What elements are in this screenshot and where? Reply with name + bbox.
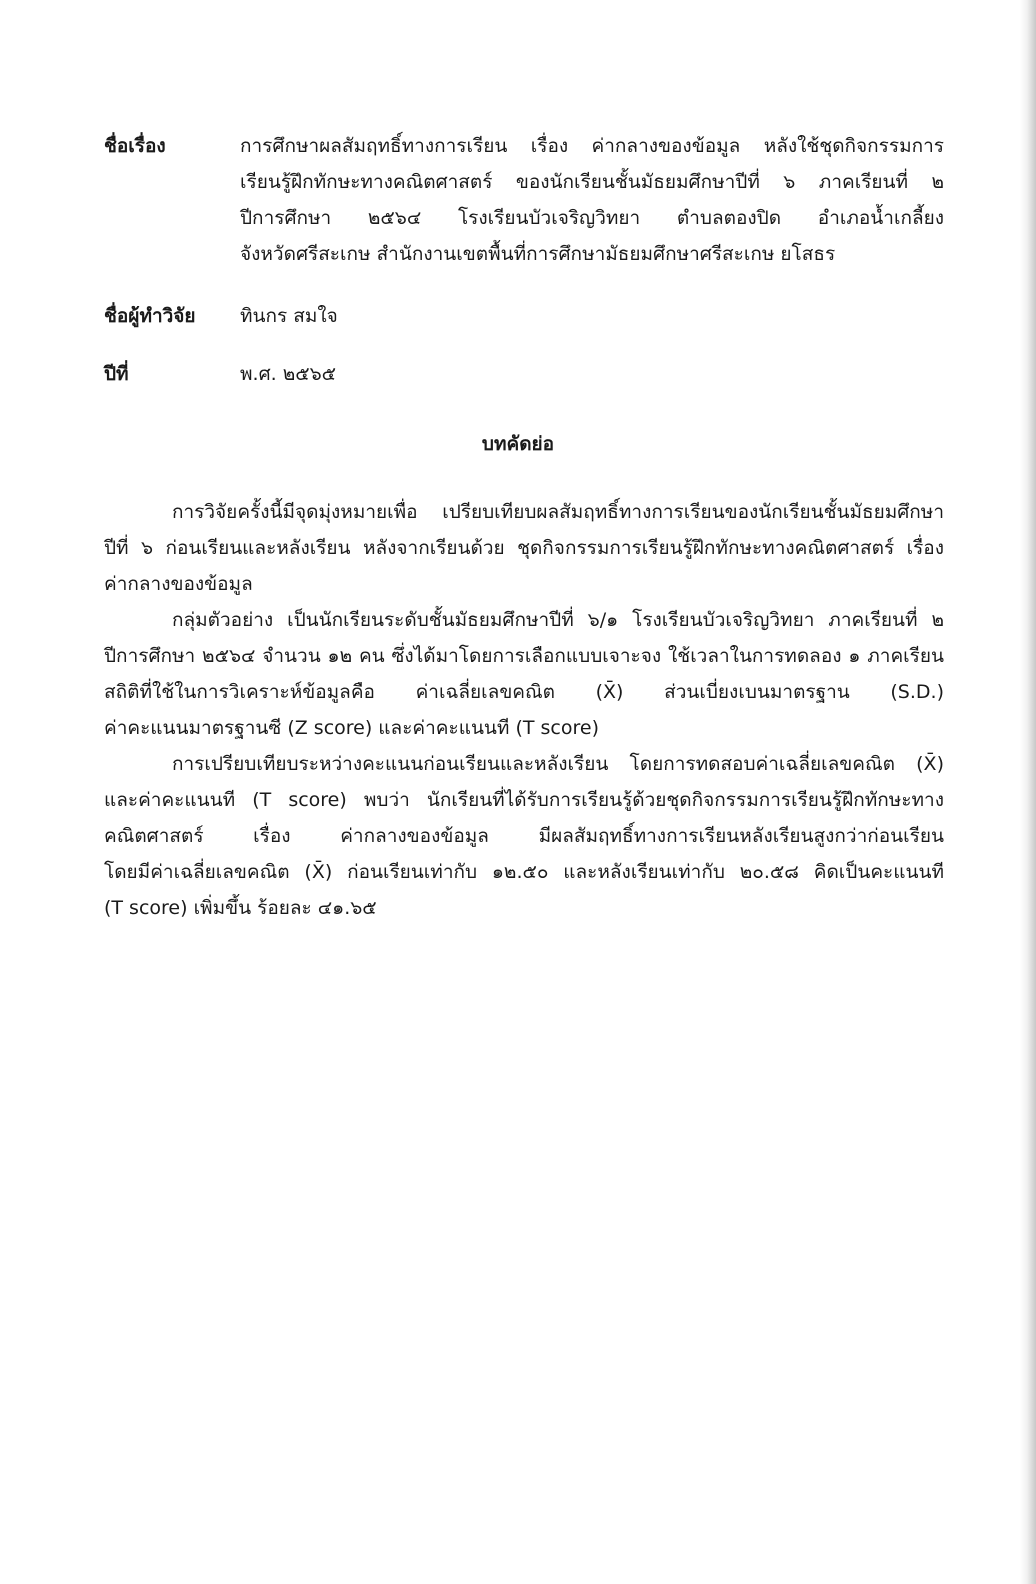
paragraph-3-line-5: (T score) เพิ่มขึ้น ร้อยละ ๔๑.๖๕: [104, 897, 377, 919]
page-edge-shadow: [1020, 0, 1036, 1584]
year-value: พ.ศ. ๒๕๖๕: [240, 363, 337, 385]
title-line-1: การศึกษาผลสัมฤทธิ์ทางการเรียน เรื่อง ค่ากลางของข้อมูล หลังใช้ชุดกิจกรรมการ: [240, 135, 944, 157]
title-value: [240, 128, 944, 272]
abstract-body: [104, 494, 944, 926]
paragraph-2-line-2: ปีการศึกษา ๒๕๖๔ จำนวน ๑๒ คน ซึ่งได้มาโดยการเลือกแบบเจาะจง ใช้เวลาในการทดลอง ๑ ภาคเรียน: [104, 645, 944, 667]
abstract-heading: บทคัดย่อ: [481, 433, 555, 455]
abstract-paragraph-1: [104, 494, 944, 602]
title-line-4: จังหวัดศรีสะเกษ สำนักงานเขตพื้นที่การศึกษามัธยมศึกษาศรีสะเกษ ยโสธร: [240, 243, 836, 265]
title-line-2: เรียนรู้ฝึกทักษะทางคณิตศาสตร์ ของนักเรียนชั้นมัธยมศึกษาปีที่ ๖ ภาคเรียนที่ ๒: [240, 171, 944, 193]
meta-researcher-row: [104, 298, 944, 334]
paragraph-1-line-3: ค่ากลางของข้อมูล: [104, 573, 253, 595]
paragraph-3-line-3: คณิตศาสตร์ เรื่อง ค่ากลางของข้อมูล มีผลสัมฤทธิ์ทางการเรียนหลังเรียนสูงกว่าก่อนเรียน: [104, 825, 944, 847]
abstract-paragraph-3: [104, 746, 944, 926]
paragraph-2-line-1: กลุ่มตัวอย่าง เป็นนักเรียนระดับชั้นมัธยมศึกษาปีที่ ๖/๑ โรงเรียนบัวเจริญวิทยา ภาคเรียนที่ ๒: [172, 609, 944, 631]
paragraph-2-line-3: สถิติที่ใช้ในการวิเคราะห์ข้อมูลคือ ค่าเฉลี่ยเลขคณิต (X̄) ส่วนเบี่ยงเบนมาตรฐาน (S.D.): [104, 681, 944, 703]
abstract-paragraph-2: [104, 602, 944, 746]
paragraph-1-line-2: ปีที่ ๖ ก่อนเรียนและหลังเรียน หลังจากเรียนด้วย ชุดกิจกรรมการเรียนรู้ฝึกทักษะทางคณิตศาสตร์ เรื่อง: [104, 537, 944, 559]
paragraph-3-line-2: และค่าคะแนนที (T score) พบว่า นักเรียนที่ได้รับการเรียนรู้ด้วยชุดกิจกรรมการเรียนรู้ฝึกทักษะทาง: [104, 789, 944, 811]
title-label: ชื่อเรื่อง: [104, 135, 166, 157]
year-label: ปีที่: [104, 363, 129, 385]
researcher-value: ทินกร สมใจ: [240, 305, 338, 327]
title-line-3: ปีการศึกษา ๒๕๖๔ โรงเรียนบัวเจริญวิทยา ตำบลตองปิด อำเภอน้ำเกลี้ยง: [240, 207, 944, 229]
researcher-label: ชื่อผู้ทำวิจัย: [104, 305, 196, 327]
paragraph-1-line-1: การวิจัยครั้งนี้มีจุดมุ่งหมายเพื่อ เปรียบเทียบผลสัมฤทธิ์ทางการเรียนของนักเรียนชั้นมัธยมศึกษา: [172, 501, 944, 523]
meta-title-row: [104, 128, 944, 272]
paragraph-3-line-4: โดยมีค่าเฉลี่ยเลขคณิต (X̄) ก่อนเรียนเท่ากับ ๑๒.๕๐ และหลังเรียนเท่ากับ ๒๐.๕๘ คิดเป็นคะแนนที: [104, 861, 944, 883]
paragraph-3-line-1: การเปรียบเทียบระหว่างคะแนนก่อนเรียนและหลังเรียน โดยการทดสอบค่าเฉลี่ยเลขคณิต (X̄): [172, 753, 944, 775]
meta-year-row: [104, 356, 944, 392]
paragraph-2-line-4: ค่าคะแนนมาตรฐานซี (Z score) และค่าคะแนนที (T score): [104, 717, 600, 739]
